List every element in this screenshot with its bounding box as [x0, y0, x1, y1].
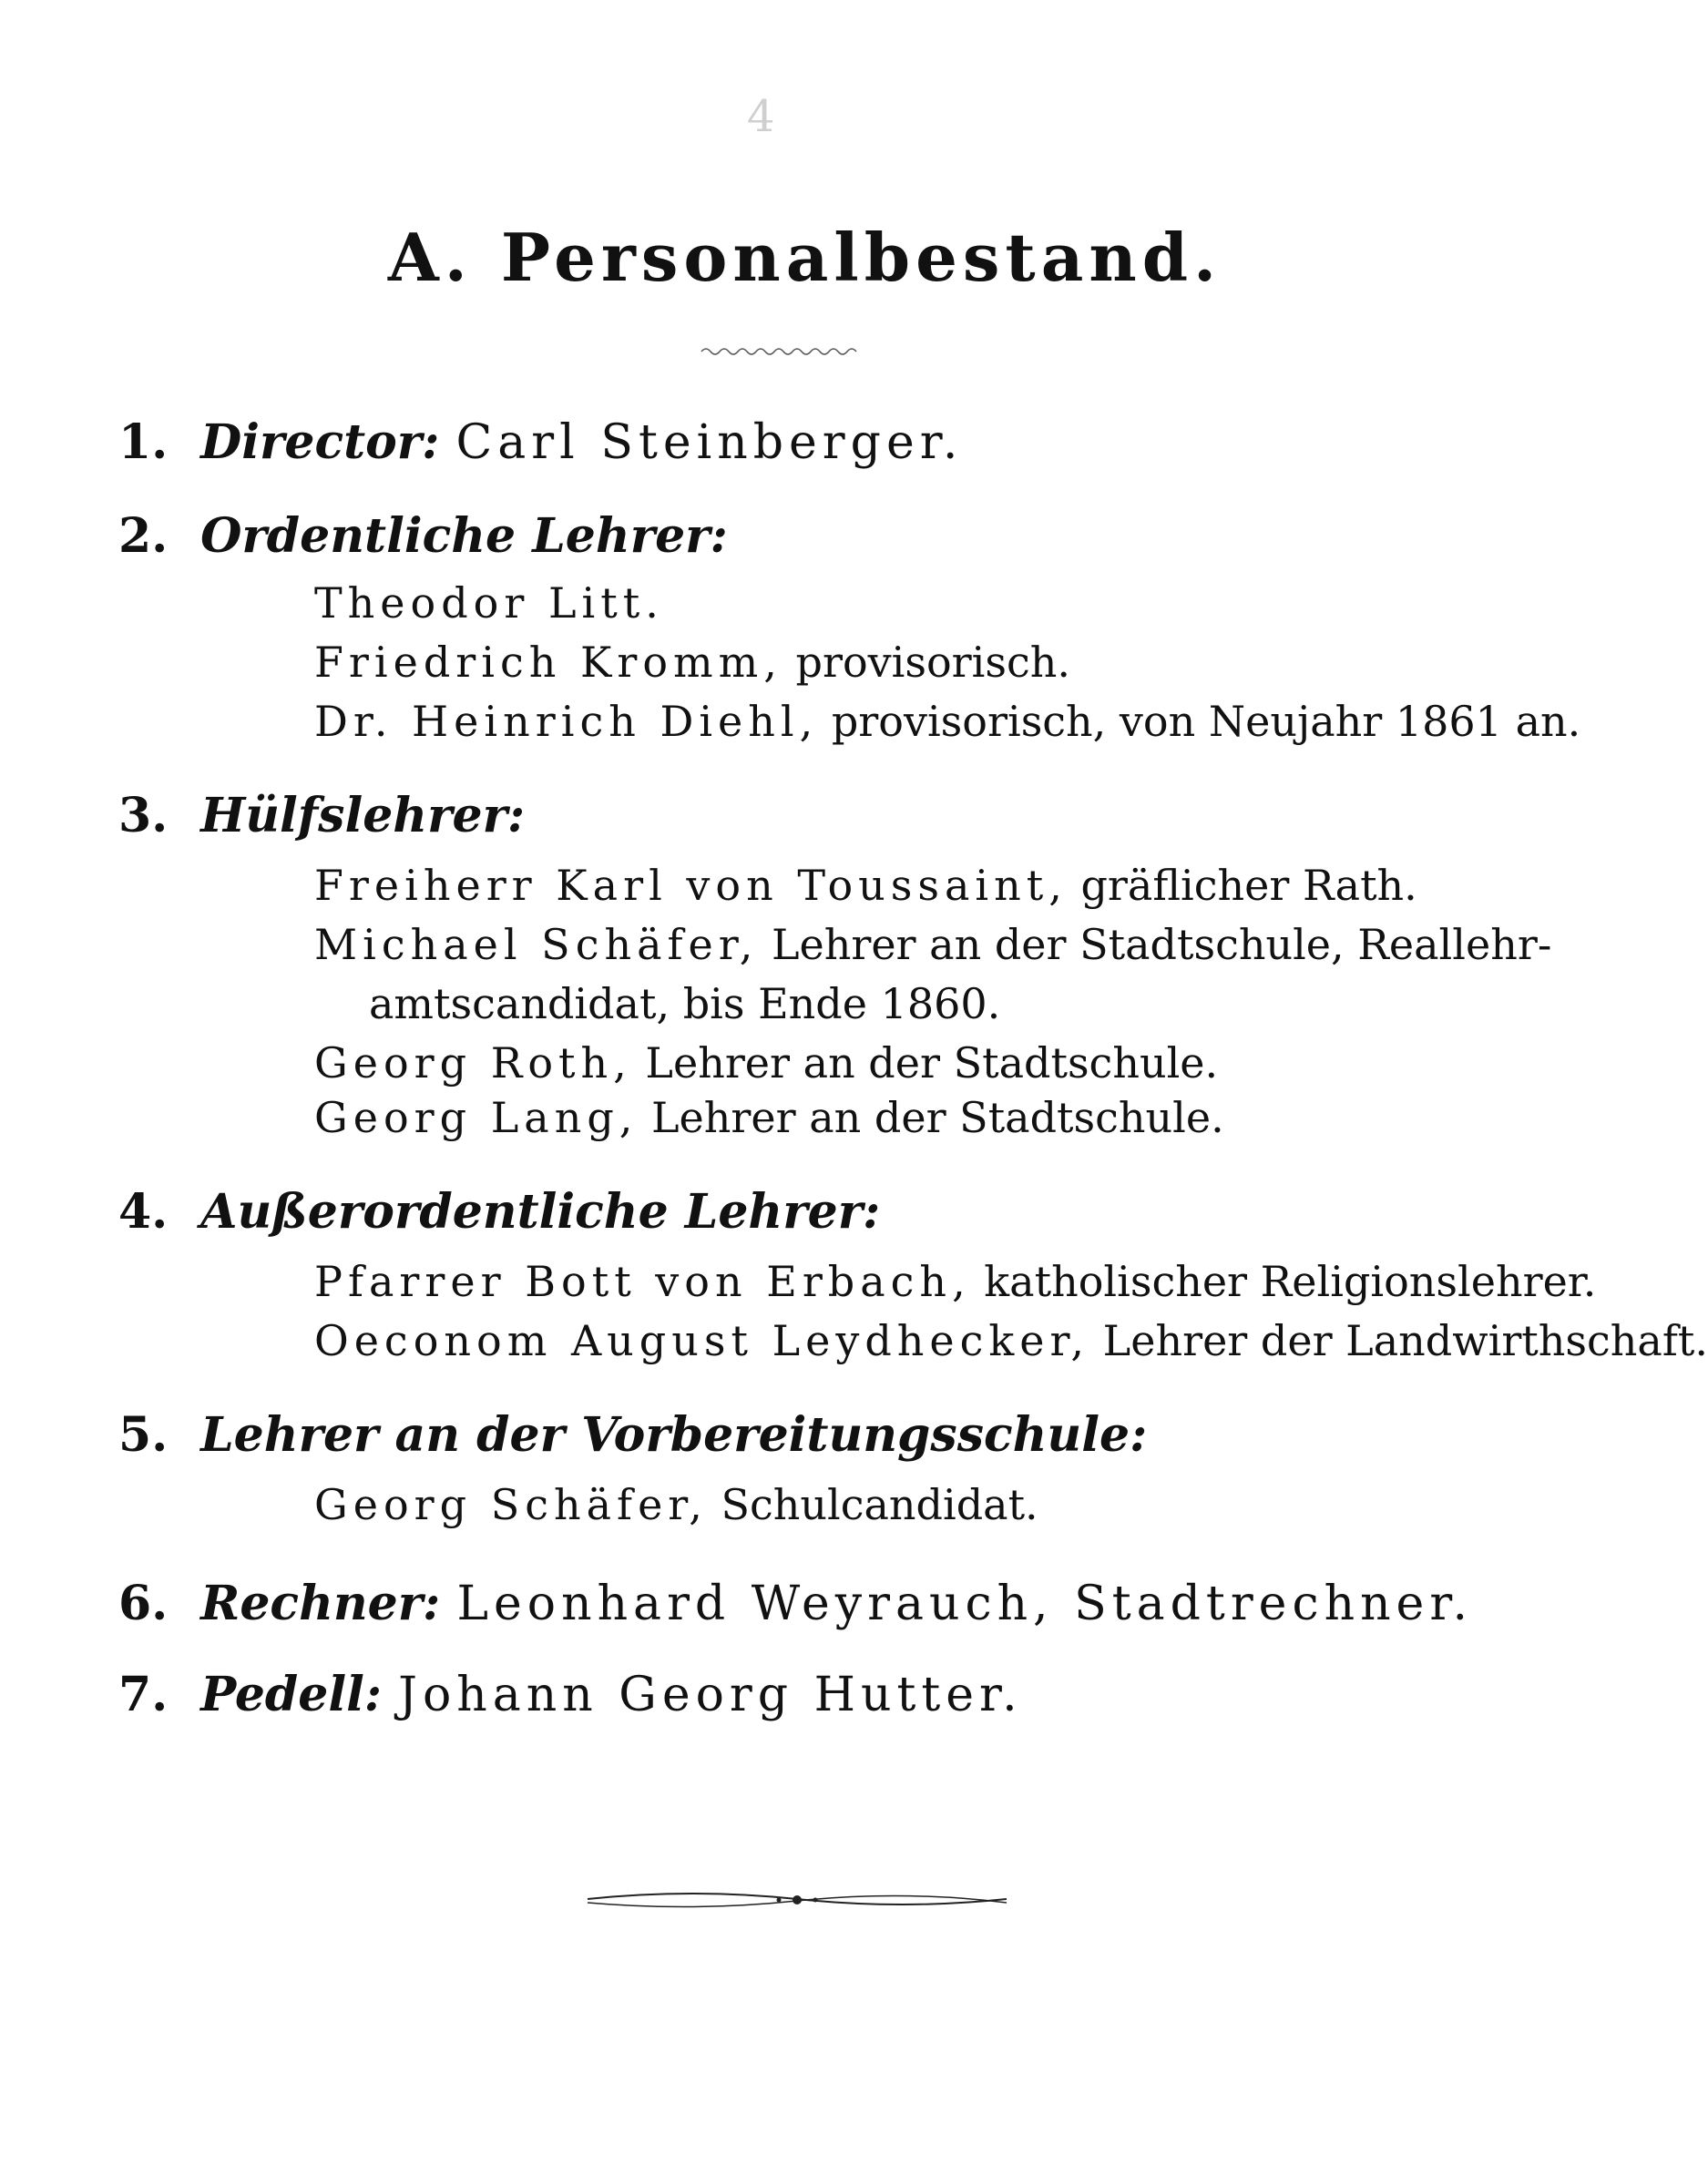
person-detail: Lehrer an der Stadtschule. — [638, 1093, 1224, 1142]
section-label: Pedell: — [200, 1667, 383, 1722]
section-number: 3. — [118, 788, 169, 843]
section-label: Director: — [200, 414, 440, 470]
section-number: 4. — [118, 1184, 169, 1240]
section-rechner — [118, 1576, 1473, 1631]
person-name: Theodor Litt. — [314, 578, 664, 628]
section-label: Rechner: — [200, 1576, 441, 1631]
section-inline-value: Leonhard Weyrauch, Stadtrechner. — [456, 1577, 1474, 1631]
section-huelfslehrer — [118, 788, 525, 843]
page-title: A. Personalbestand. — [387, 219, 1222, 296]
person-detail: katholischer Religionslehrer. — [970, 1257, 1597, 1306]
section-pedell — [118, 1667, 1023, 1722]
person-name: Georg Roth, — [314, 1038, 632, 1088]
list-item — [314, 1316, 1708, 1365]
person-detail: provisorisch, von Neujahr 1861 an. — [818, 697, 1581, 746]
person-detail: Schulcandidat. — [707, 1480, 1038, 1529]
person-name: Pfarrer Bott von Erbach, — [314, 1257, 971, 1306]
section-number: 1. — [118, 414, 169, 470]
section-director — [118, 414, 963, 470]
person-detail: Lehrer der Landwirthschaft. — [1089, 1316, 1708, 1365]
section-label: Lehrer an der Vorbereitungsschule: — [200, 1407, 1148, 1463]
list-item — [314, 1480, 1038, 1529]
page-number: 4 — [747, 91, 775, 142]
list-item — [314, 638, 1070, 687]
person-detail: amtscandidat, bis Ende 1860. — [369, 979, 1001, 1028]
section-label: Hülfslehrer: — [200, 788, 526, 843]
person-detail: Lehrer an der Stadtschule, Reallehr- — [758, 920, 1552, 969]
person-detail: Lehrer an der Stadtschule. — [631, 1038, 1219, 1088]
person-detail: provisorisch. — [782, 638, 1070, 687]
section-inline-value: Carl Steinberger. — [455, 415, 964, 470]
section-number: 2. — [118, 508, 169, 564]
section-ordentliche-lehrer — [118, 508, 728, 564]
person-name: Georg Schäfer, — [314, 1480, 708, 1529]
title-squiggle-ornament — [701, 344, 856, 359]
list-item — [314, 920, 1551, 969]
person-name: Michael Schäfer, — [314, 920, 759, 969]
section-vorbereitungsschule — [118, 1407, 1147, 1463]
list-item — [369, 979, 1000, 1028]
section-inline-value: Johann Georg Hutter. — [398, 1668, 1023, 1722]
section-label: Außerordentliche Lehrer: — [200, 1184, 881, 1240]
person-name: Dr. Heinrich Diehl, — [314, 697, 819, 746]
list-item — [314, 1038, 1218, 1088]
list-item — [314, 861, 1417, 910]
person-name: Oeconom August Leydhecker, — [314, 1316, 1090, 1365]
person-name: Friedrich Kromm, — [314, 638, 782, 687]
list-item — [314, 578, 664, 628]
section-label: Ordentliche Lehrer: — [200, 508, 728, 564]
section-number: 7. — [118, 1667, 169, 1722]
list-item — [314, 697, 1580, 746]
list-item — [314, 1093, 1224, 1142]
person-name: Georg Lang, — [314, 1093, 639, 1142]
section-ausserordentliche-lehrer — [118, 1184, 880, 1240]
list-item — [314, 1257, 1596, 1306]
person-detail: gräflicher Rath. — [1067, 861, 1417, 910]
person-name: Freiherr Karl von Toussaint, — [314, 861, 1068, 910]
section-number: 6. — [118, 1576, 169, 1631]
ornament-rule-icon — [583, 1881, 1011, 1917]
section-number: 5. — [118, 1407, 169, 1463]
